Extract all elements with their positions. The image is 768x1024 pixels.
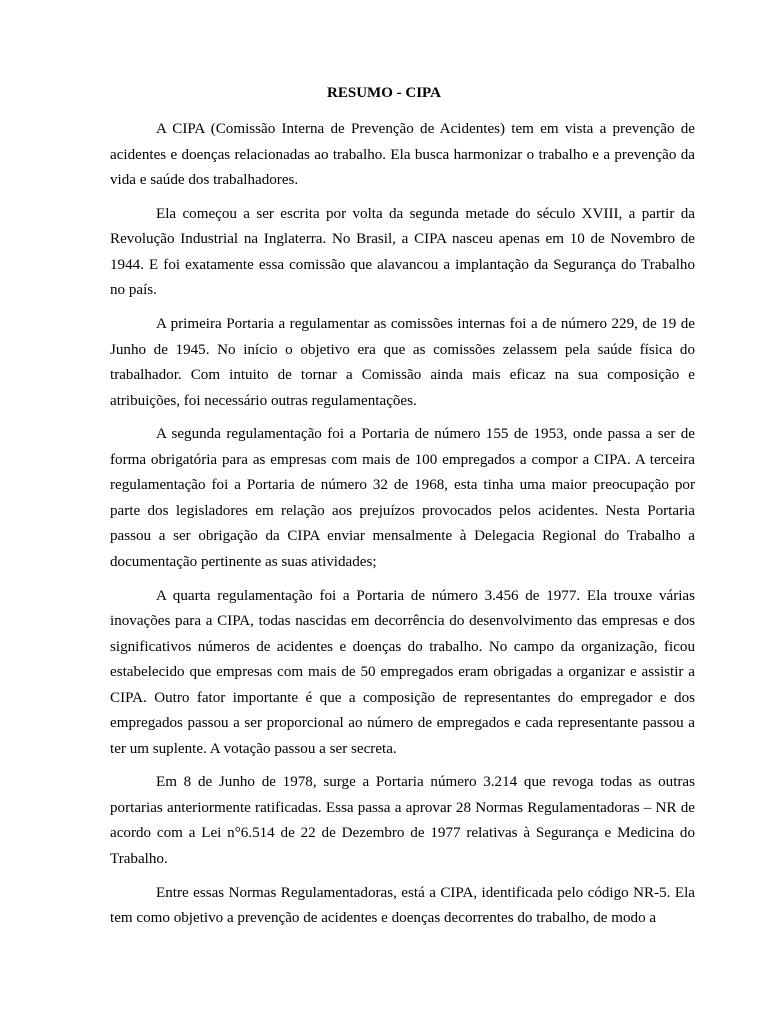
document-body bbox=[110, 117, 695, 940]
paragraph-nr5: Entre essas Normas Regulamentadoras, está a CIPA, identificada pelo código NR-5. Ela tem como objetivo a prevenção de acidentes e doenças decorrentes do trabalho, de modo a bbox=[110, 884, 695, 927]
paragraph-intro: A CIPA (Comissão Interna de Prevenção de Acidentes) tem em vista a prevenção de acidentes e doenças relacionadas ao trabalho. Ela busca harmonizar o trabalho e a prevenção da vida e saúde dos trabalhadores. bbox=[110, 121, 695, 188]
paragraph-second-third-portaria: A segunda regulamentação foi a Portaria de número 155 de 1953, onde passa a ser de forma obrigatória para as empresas com mais de 100 empregados a compor a CIPA. A terceira regulamentação foi a Portaria de número 32 de 1968, esta tinha uma maior preocupação por parte dos legisladores em relação aos prejuízos provocados pelos acidentes. Nesta Portaria passou a ser obrigação da CIPA enviar mensalmente à Delegacia Regional do Trabalho a documentação pertinente as suas atividades; bbox=[110, 426, 695, 570]
paragraph-history: Ela começou a ser escrita por volta da segunda metade do século XVIII, a partir da Revolução Industrial na Inglaterra. No Brasil, a CIPA nasceu apenas em 10 de Novembro de 1944. E foi exatamente essa comissão que alavancou a implantação da Segurança do Trabalho no país. bbox=[110, 205, 695, 299]
document-title: RESUMO - CIPA bbox=[327, 85, 441, 101]
paragraph-portaria-3214: Em 8 de Junho de 1978, surge a Portaria número 3.214 que revoga todas as outras portarias anteriormente ratificadas. Essa passa a aprovar 28 Normas Regulamentadoras – NR de acordo com a Lei n°6.514 de 22 de Dezembro de 1977 relativas à Segurança e Medicina do Trabalho. bbox=[110, 774, 695, 867]
paragraph-first-portaria: A primeira Portaria a regulamentar as comissões internas foi a de número 229, de 19 de Junho de 1945. No início o objetivo era que as comissões zelassem pela saúde física do trabalhador. Com intuito de tornar a Comissão ainda mais eficaz na sua composição e atribuições, foi necessário outras regulamentações. bbox=[110, 316, 695, 409]
paragraph-fourth-portaria: A quarta regulamentação foi a Portaria de número 3.456 de 1977. Ela trouxe várias inovações para a CIPA, todas nascidas em decorrência do desenvolvimento das empresas e dos significativos números de acidentes e doenças do trabalho. No campo da organização, ficou estabelecido que empresas com mais de 50 empregados eram obrigadas a organizar e assistir a CIPA. Outro fator importante é que a composição de representantes do empregador e dos empregados passou a ser proporcional ao número de empregados e cada representante passou a ter um suplente. A votação passou a ser secreta. bbox=[110, 587, 695, 757]
